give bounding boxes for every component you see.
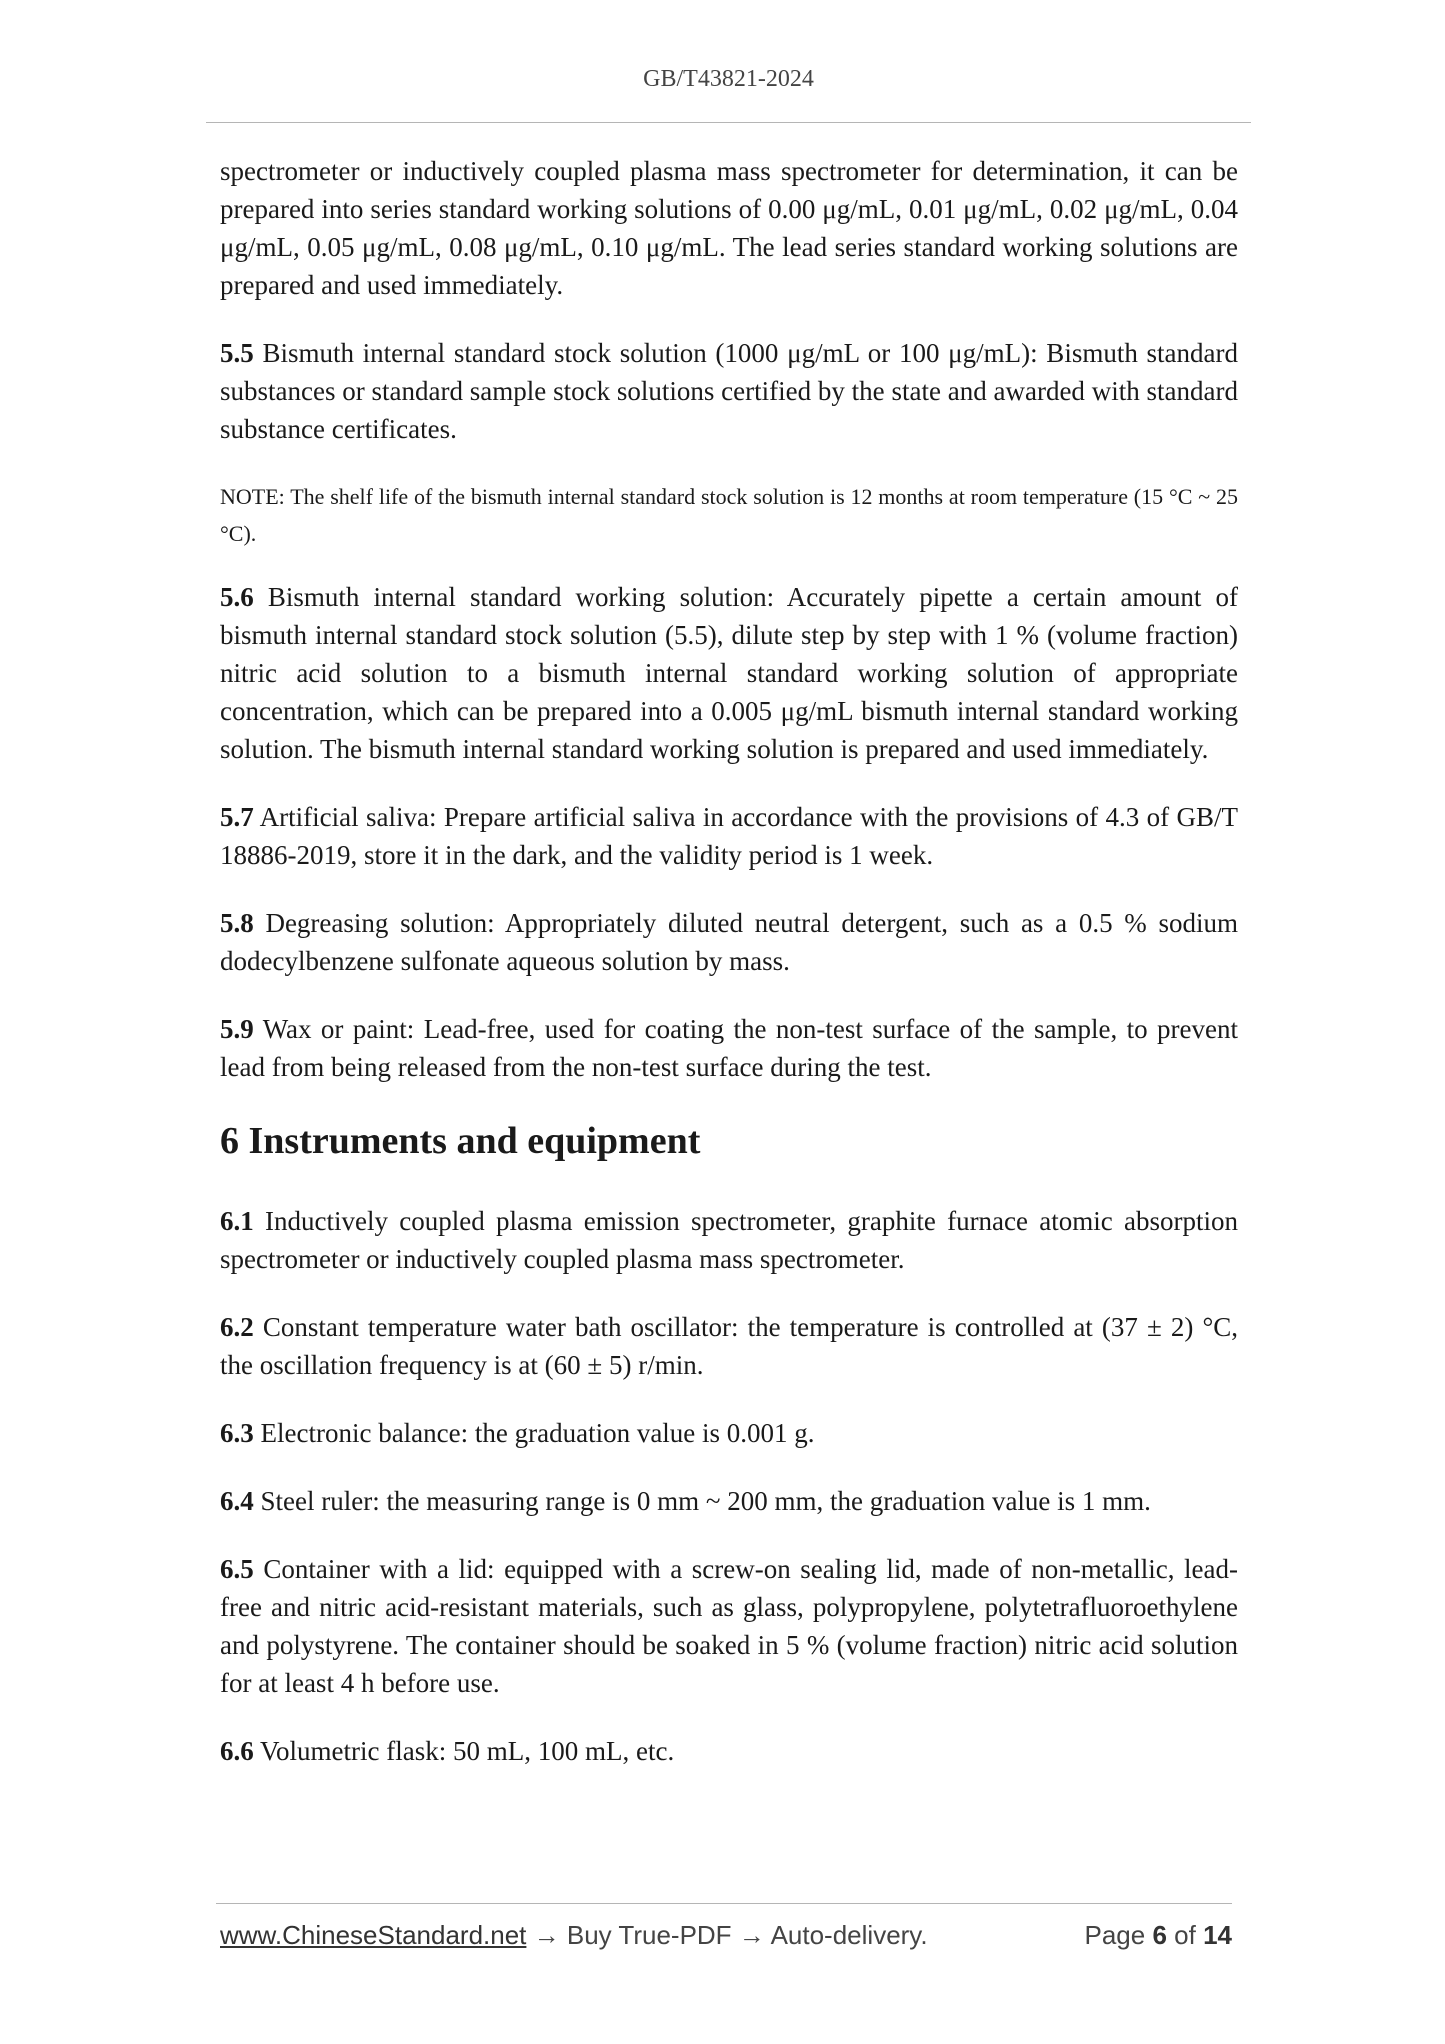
clause-number: 5.6: [220, 582, 254, 612]
page-indicator: [1084, 1920, 1232, 1951]
clause-5-5: [220, 334, 1238, 448]
clause-number: 5.8: [220, 908, 254, 938]
clause-text: Artificial saliva: Prepare artificial saliva in accordance with the provisions of 4.3 of GB/T 18886-2019, store it in the dark, and the validity period is 1 week.: [220, 802, 1238, 870]
clause-number: 6.1: [220, 1206, 254, 1236]
clause-text: Steel ruler: the measuring range is 0 mm ~ 200 mm, the graduation value is 1 mm.: [260, 1486, 1151, 1516]
document-header: GB/T43821-2024: [643, 66, 814, 92]
clause-number: 6.3: [220, 1418, 254, 1448]
clause-6-2: [220, 1308, 1238, 1384]
note: NOTE: The shelf life of the bismuth internal standard stock solution is 12 months at room temperature (15 °C ~ 25 °C).: [220, 484, 1238, 546]
page-number: 6: [1152, 1920, 1167, 1950]
page-word: Page: [1084, 1920, 1146, 1950]
clause-number: 5.5: [220, 338, 254, 368]
clause-number: 5.7: [220, 802, 254, 832]
clause-number: 6.6: [220, 1736, 254, 1766]
clause-5-9: [220, 1010, 1238, 1086]
page-total: 14: [1203, 1920, 1232, 1950]
header-divider: [206, 122, 1251, 123]
clause-text: Volumetric flask: 50 mL, 100 mL, etc.: [260, 1736, 675, 1766]
continued-paragraph: spectrometer or inductively coupled plasma mass spectrometer for determination, it can be prepared into series standard working solutions of 0.00 μg/mL, 0.01 μg/mL, 0.02 μg/mL, 0.04 μg/mL, 0.05 μg/mL, 0.08 μg/mL, 0.10 μg/mL. The lead series standard working solutions are prepared and used immediately.: [220, 156, 1238, 300]
clause-text: Wax or paint: Lead-free, used for coating the non-test surface of the sample, to prevent lead from being released from the non-test surface during the test.: [220, 1014, 1238, 1082]
clause-text: Inductively coupled plasma emission spectrometer, graphite furnace atomic absorption spectrometer or inductively coupled plasma mass spectrometer.: [220, 1206, 1238, 1274]
clause-number: 5.9: [220, 1014, 254, 1044]
clause-6-5: [220, 1550, 1238, 1702]
clause-6-6: [220, 1732, 1238, 1770]
page-body: [220, 152, 1238, 1800]
website-link[interactable]: www.ChineseStandard.net: [220, 1920, 527, 1950]
clause-6-1: [220, 1202, 1238, 1278]
clause-text: Bismuth internal standard stock solution (1000 μg/mL or 100 μg/mL): Bismuth standard substances or standard sample stock solutions certified by the state and awarded with standard substance certificates.: [220, 338, 1238, 444]
clause-text: Container with a lid: equipped with a screw-on sealing lid, made of non-metallic, lead-free and nitric acid-resistant materials, such as glass, polypropylene, polytetrafluoroethylene and polystyrene. The container should be soaked in 5 % (volume fraction) nitric acid solution for at least 4 h before use.: [220, 1554, 1238, 1698]
footer-divider: [216, 1903, 1232, 1904]
clause-text: Constant temperature water bath oscillator: the temperature is controlled at (37 ± 2) °C, the oscillation frequency is at (60 ± 5) r/min.: [220, 1312, 1238, 1380]
clause-text: Bismuth internal standard working solution: Accurately pipette a certain amount of bismuth internal standard stock solution (5.5), dilute step by step with 1 % (volume fraction) nitric acid solution to a bismuth internal standard working solution of appropriate concentration, which can be prepared into a 0.005 μg/mL bismuth internal standard working solution. The bismuth internal standard working solution is prepared and used immediately.: [220, 582, 1238, 764]
clause-number: 6.4: [220, 1486, 254, 1516]
clause-number: 6.5: [220, 1554, 254, 1584]
footer-tagline: → Buy True-PDF → Auto-delivery.: [526, 1920, 928, 1950]
clause-5-7: [220, 798, 1238, 874]
clause-number: 6.2: [220, 1312, 254, 1342]
clause-6-3: [220, 1414, 1238, 1452]
clause-text: Degreasing solution: Appropriately diluted neutral detergent, such as a 0.5 % sodium dodecylbenzene sulfonate aqueous solution by mass.: [220, 908, 1238, 976]
section-heading-6: 6 Instruments and equipment: [220, 1120, 701, 1162]
page-footer: [220, 1920, 1232, 1951]
of-word: of: [1174, 1920, 1196, 1950]
clause-5-8: [220, 904, 1238, 980]
clause-5-6: [220, 578, 1238, 768]
clause-6-4: [220, 1482, 1238, 1520]
clause-text: Electronic balance: the graduation value is 0.001 g.: [260, 1418, 815, 1448]
